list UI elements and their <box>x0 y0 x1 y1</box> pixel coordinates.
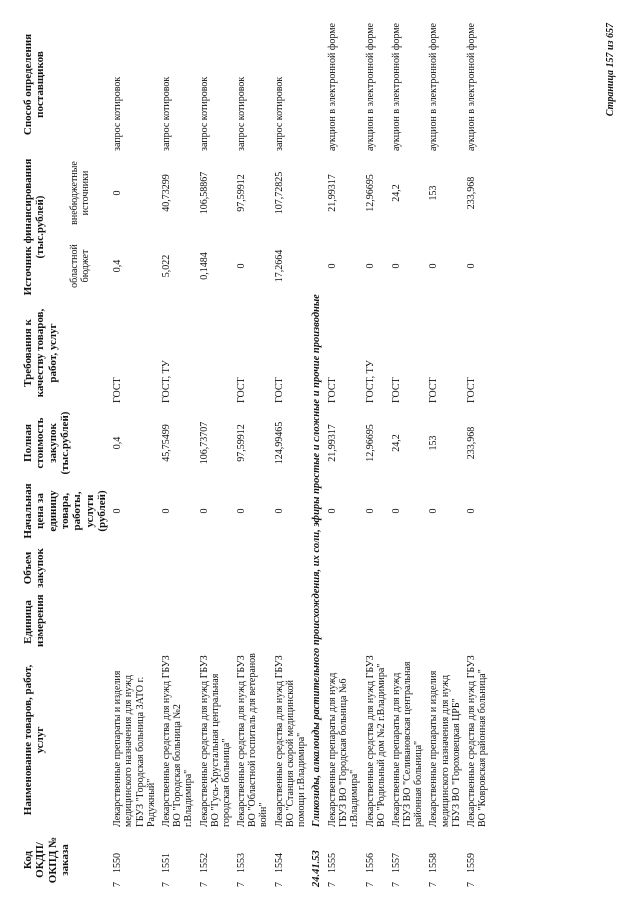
okdp-code: 7 <box>236 882 248 887</box>
order-code-cell <box>159 830 197 890</box>
order-code-cell <box>464 830 490 890</box>
regional-budget: 0 <box>428 263 440 269</box>
header-unit-price: Начальная цена за единицу товара, работы, услуги (рублей) <box>22 483 108 539</box>
okdp-code: 7 <box>390 882 402 887</box>
extrabudget-sources: 106,58867 <box>198 171 210 215</box>
volume <box>234 542 272 594</box>
quality-requirement: ГОСТ, ТУ <box>160 360 172 403</box>
regional-budget: 0 <box>466 263 477 269</box>
unit-price: 0 <box>466 508 477 514</box>
order-code-cell <box>325 830 363 890</box>
order-number: 1558 <box>428 853 440 873</box>
header-fin-extra: внебюджетные источники <box>68 161 92 225</box>
regional-budget: 0 <box>236 263 248 269</box>
volume <box>426 542 464 594</box>
table-row <box>110 15 159 890</box>
unit <box>159 594 197 650</box>
procurement-method: аукцион в электронной форме <box>466 23 477 151</box>
order-code-cell <box>389 830 427 890</box>
unit-price: 0 <box>326 508 338 514</box>
full-cost: 106,73707 <box>198 421 210 465</box>
header-financing: Источник финансирования (тыс.рублей) <box>22 158 47 296</box>
order-number: 1551 <box>160 853 172 873</box>
okdp-code: 7 <box>273 882 285 887</box>
unit <box>363 594 389 650</box>
order-number: 1552 <box>198 853 210 873</box>
section-row <box>309 15 325 890</box>
order-number: 1553 <box>236 853 248 873</box>
unit-price: 0 <box>273 508 285 514</box>
full-cost: 153 <box>428 435 440 451</box>
quality-requirement: ГОСТ <box>390 377 402 403</box>
volume <box>197 542 235 594</box>
regional-budget: 0,1484 <box>198 252 210 280</box>
section-code: 24.41.53 <box>311 850 323 887</box>
section-title: Гликозиды, алкалоиды растительного происхождения, их соли, эфиры простые и сложные и прочие производные <box>311 294 323 827</box>
order-number: 1550 <box>112 853 124 873</box>
procurement-method: аукцион в электронной форме <box>326 23 338 151</box>
table-body <box>110 15 309 890</box>
table-row <box>325 15 363 890</box>
okdp-code: 7 <box>428 882 440 887</box>
procurement-method: запрос котировок <box>273 76 285 151</box>
okdp-code: 7 <box>198 882 210 887</box>
item-name: Лекарственные средства для нужд ГБУЗ ВО "Областной госпиталь для ветеранов войн" <box>236 653 270 827</box>
extrabudget-sources: 12,96695 <box>364 174 376 212</box>
quality-requirement: ГОСТ <box>112 377 124 403</box>
table-row <box>234 15 272 890</box>
procurement-method: запрос котировок <box>112 76 124 151</box>
okdp-code: 7 <box>112 882 124 887</box>
extrabudget-sources: 153 <box>428 185 440 201</box>
full-cost: 21,99317 <box>326 424 338 462</box>
page-number: Страница 157 из 657 <box>605 23 616 117</box>
procurement-method: аукцион в электронной форме <box>390 23 402 151</box>
table-row <box>363 15 389 890</box>
regional-budget: 0 <box>326 263 338 269</box>
procurement-method: аукцион в электронной форме <box>364 23 376 151</box>
full-cost: 24,2 <box>390 434 402 452</box>
procurement-method: аукцион в электронной форме <box>428 23 440 151</box>
extrabudget-sources: 97,59912 <box>236 174 248 212</box>
full-cost: 45,75499 <box>160 424 172 462</box>
unit <box>464 594 490 650</box>
full-cost: 97,59912 <box>236 424 248 462</box>
unit-price: 0 <box>112 508 124 514</box>
okdp-code: 7 <box>326 882 338 887</box>
unit <box>197 594 235 650</box>
unit <box>389 594 427 650</box>
full-cost: 233,968 <box>466 426 477 460</box>
order-number: 1554 <box>273 853 285 873</box>
unit <box>272 594 310 650</box>
okdp-code: 7 <box>364 882 376 887</box>
extrabudget-sources: 24,2 <box>390 184 402 202</box>
unit-price: 0 <box>236 508 248 514</box>
extrabudget-sources: 233,968 <box>466 176 477 210</box>
header-code: Код ОКДП/ ОКПД № заказа <box>22 836 71 884</box>
order-number: 1556 <box>364 853 376 873</box>
okdp-code: 7 <box>160 882 172 887</box>
unit <box>110 594 159 650</box>
quality-requirement <box>197 300 235 406</box>
procurement-method: запрос котировок <box>198 76 210 151</box>
order-number: 1557 <box>390 853 402 873</box>
header-volume: Объем закупок <box>22 548 47 588</box>
regional-budget: 5,022 <box>160 254 172 278</box>
order-code-cell <box>110 830 159 890</box>
quality-requirement: ГОСТ <box>428 377 440 403</box>
quality-requirement: ГОСТ <box>236 377 248 403</box>
header-name: Наименование товаров, работ, услуг <box>22 664 47 816</box>
order-code-cell <box>426 830 464 890</box>
volume <box>159 542 197 594</box>
unit-price: 0 <box>364 508 376 514</box>
table-row <box>464 15 490 890</box>
full-cost: 12,96695 <box>364 424 376 462</box>
okdp-code: 7 <box>466 882 477 887</box>
extrabudget-sources: 21,99317 <box>326 174 338 212</box>
item-name: Лекарственные препараты для нужд ГБУЗ ВО "Селивановская центральная районная больница" <box>390 661 425 827</box>
procurement-table <box>20 15 490 890</box>
unit <box>426 594 464 650</box>
item-name: Лекарственные средства для нужд ГБУЗ ВО "Станция скорой медицинской помощи г.Владимира" <box>273 655 307 827</box>
table-row <box>197 15 235 890</box>
quality-requirement: ГОСТ <box>466 377 477 403</box>
unit-price: 0 <box>160 508 172 514</box>
quality-requirement: ГОСТ <box>326 377 338 403</box>
volume <box>363 542 389 594</box>
table-row <box>389 15 427 890</box>
unit <box>234 594 272 650</box>
section-body <box>309 15 325 890</box>
volume <box>464 542 490 594</box>
header-method: Способ определения поставщиков <box>22 33 47 136</box>
table-row <box>272 15 310 890</box>
header-full-cost: Полная стоимость закупок (тыс.рублей) <box>22 411 71 475</box>
header-quality: Требования к качеству товаров, работ, услуг <box>22 308 59 398</box>
document-page <box>20 15 620 890</box>
regional-budget: 0,4 <box>112 259 124 273</box>
volume <box>272 542 310 594</box>
procurement-method: запрос котировок <box>236 76 248 151</box>
item-name: Лекарственные препараты для нужд ГБУЗ ВО "Городская больница №6 г.Владимира" <box>326 672 361 827</box>
table-body-2 <box>325 15 490 890</box>
procurement-method: запрос котировок <box>160 76 172 151</box>
order-code-cell <box>197 830 235 890</box>
extrabudget-sources: 0 <box>112 190 124 196</box>
volume <box>325 542 363 594</box>
table-header <box>20 15 110 890</box>
regional-budget: 17,2664 <box>273 249 285 283</box>
order-code-cell <box>272 830 310 890</box>
volume <box>389 542 427 594</box>
item-name: Лекарственные средства для нужд ГБУЗ ВО "Ковровская районная больница" <box>466 655 489 827</box>
extrabudget-sources: 107,72825 <box>273 171 285 215</box>
table-row <box>159 15 197 890</box>
quality-requirement: ГОСТ, ТУ <box>364 360 376 403</box>
extrabudget-sources: 40,73299 <box>160 174 172 212</box>
item-name: Лекарственные препараты и изделия медицинского назначения для нужд ГБУЗ ВО "Гороховецкая ЦРБ" <box>428 670 462 827</box>
unit-price: 0 <box>428 508 440 514</box>
order-code-cell <box>363 830 389 890</box>
quality-requirement: ГОСТ <box>273 377 285 403</box>
regional-budget: 0 <box>364 263 376 269</box>
full-cost: 0,4 <box>112 436 124 450</box>
header-unit: Единица измерения <box>22 594 47 647</box>
regional-budget: 0 <box>390 263 402 269</box>
order-number: 1559 <box>466 853 477 873</box>
item-name: Лекарственные средства для нужд ГБУЗ ВО "Гусь-Хрустальная центральная городская больница" <box>198 655 232 827</box>
item-name: Лекарственные препараты и изделия медицинского назначения для нужд ГБУЗ "Городская больница ЗАТО г. Радужный" <box>112 670 157 827</box>
full-cost: 124,99465 <box>273 421 285 465</box>
item-name: Лекарственные средства для нужд ГБУЗ ВО "Городская больница №2 г.Владимира" <box>160 655 195 827</box>
header-fin-regional: областной бюджет <box>68 244 92 288</box>
table-row <box>426 15 464 890</box>
unit-price: 0 <box>198 508 210 514</box>
unit <box>325 594 363 650</box>
volume <box>110 542 159 594</box>
order-number: 1555 <box>326 853 338 873</box>
unit-price: 0 <box>390 508 402 514</box>
item-name: Лекарственные средства для нужд ГБУЗ ВО "Родильный дом №2 г.Владимира" <box>364 655 387 827</box>
order-code-cell <box>234 830 272 890</box>
